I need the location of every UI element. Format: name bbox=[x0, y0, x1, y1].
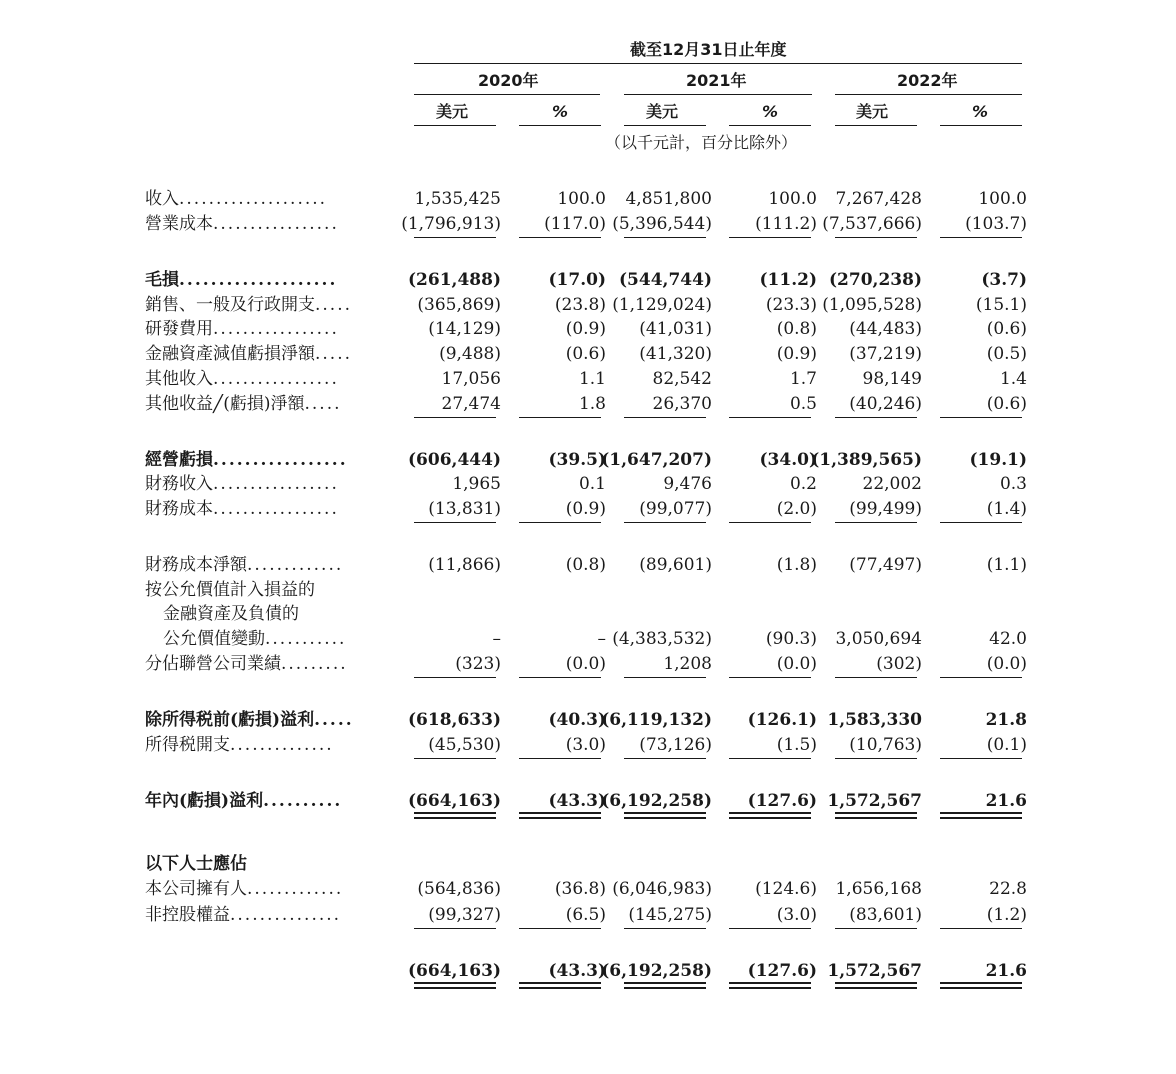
amount-cell: 1,572,567 bbox=[827, 961, 922, 981]
percent-cell: (11.2) bbox=[759, 270, 817, 290]
subtotal-rule bbox=[624, 237, 706, 238]
percent-cell: (43.3) bbox=[548, 961, 606, 981]
amount-cell: (302) bbox=[876, 654, 922, 674]
col-rule bbox=[835, 125, 917, 126]
percent-cell: (0.1) bbox=[986, 735, 1027, 755]
leader-dots: ........... bbox=[265, 629, 347, 649]
subtotal-rule bbox=[729, 522, 811, 523]
percent-cell: (17.0) bbox=[548, 270, 606, 290]
col-pct-header: % bbox=[762, 102, 779, 121]
row-label-fin-net bbox=[145, 555, 390, 575]
subtotal-rule bbox=[519, 237, 601, 238]
leader-dots: ............. bbox=[247, 555, 344, 575]
percent-cell: (90.3) bbox=[765, 629, 817, 649]
amount-cell: (37,219) bbox=[849, 344, 922, 364]
row-label-text: 營業成本 bbox=[145, 214, 213, 234]
percent-cell: (127.6) bbox=[747, 961, 817, 981]
subtotal-rule bbox=[835, 758, 917, 759]
amount-cell: 1,656,168 bbox=[835, 879, 922, 899]
row-label-text: 按公允價值計入損益的 bbox=[145, 580, 315, 600]
unit-note: （以千元計，百分比除外） bbox=[605, 133, 798, 152]
total-double-rule bbox=[519, 982, 601, 989]
subtotal-rule bbox=[414, 928, 496, 929]
amount-cell: (45,530) bbox=[428, 735, 501, 755]
amount-cell: (365,869) bbox=[417, 295, 501, 315]
percent-cell: (1.4) bbox=[986, 499, 1027, 519]
col-usd-header: 美元 bbox=[856, 102, 889, 121]
total-double-rule bbox=[940, 812, 1022, 819]
percent-cell: (40.3) bbox=[548, 710, 606, 730]
subtotal-rule bbox=[729, 677, 811, 678]
leader-dots: ................. bbox=[213, 369, 339, 389]
subtotal-rule bbox=[414, 677, 496, 678]
subtotal-rule bbox=[940, 522, 1022, 523]
percent-cell: (0.6) bbox=[986, 319, 1027, 339]
percent-cell: (103.7) bbox=[965, 214, 1027, 234]
subtotal-rule bbox=[835, 522, 917, 523]
row-label-cost bbox=[145, 214, 390, 234]
row-label-op-loss bbox=[145, 450, 390, 470]
total-double-rule bbox=[835, 812, 917, 819]
subtotal-rule bbox=[519, 677, 601, 678]
percent-cell: (1.1) bbox=[986, 555, 1027, 575]
percent-cell: (0.9) bbox=[565, 499, 606, 519]
row-label-fv-line1 bbox=[145, 580, 390, 600]
row-label-text: 財務成本 bbox=[145, 499, 213, 519]
percent-cell: 0.1 bbox=[578, 474, 606, 494]
amount-cell: (664,163) bbox=[408, 961, 501, 981]
amount-cell: 1,208 bbox=[663, 654, 712, 674]
row-label-text: 所得税開支 bbox=[145, 735, 230, 755]
percent-cell: (117.0) bbox=[544, 214, 606, 234]
amount-cell: (145,275) bbox=[628, 905, 712, 925]
subtotal-rule bbox=[624, 522, 706, 523]
amount-cell: (77,497) bbox=[849, 555, 922, 575]
row-label-tax bbox=[145, 735, 390, 755]
row-label-fv bbox=[163, 629, 390, 649]
leader-dots: ..... bbox=[315, 295, 353, 315]
year-2021-header: 2021年 bbox=[686, 71, 747, 90]
percent-cell: 0.3 bbox=[999, 474, 1027, 494]
amount-cell: – bbox=[492, 629, 501, 649]
leader-dots: ..... bbox=[304, 394, 342, 414]
total-double-rule bbox=[414, 812, 496, 819]
amount-cell: (664,163) bbox=[408, 791, 501, 811]
subtotal-rule bbox=[519, 928, 601, 929]
leader-dots: .................... bbox=[179, 270, 338, 290]
amount-cell: (1,389,565) bbox=[811, 450, 922, 470]
total-double-rule bbox=[729, 982, 811, 989]
col-usd-header: 美元 bbox=[436, 102, 469, 121]
percent-cell: (124.6) bbox=[755, 879, 817, 899]
subtotal-rule bbox=[835, 677, 917, 678]
amount-cell: (89,601) bbox=[639, 555, 712, 575]
subtotal-rule bbox=[414, 758, 496, 759]
subtotal-rule bbox=[940, 417, 1022, 418]
amount-cell: 27,474 bbox=[441, 394, 501, 414]
leader-dots: ..... bbox=[314, 710, 354, 730]
subtotal-rule bbox=[624, 677, 706, 678]
percent-cell: (111.2) bbox=[755, 214, 817, 234]
amount-cell: (6,119,132) bbox=[601, 710, 712, 730]
amount-cell: (73,126) bbox=[639, 735, 712, 755]
year-rule bbox=[835, 94, 1022, 95]
percent-cell: (23.8) bbox=[554, 295, 606, 315]
amount-cell: (9,488) bbox=[439, 344, 501, 364]
leader-dots: .............. bbox=[230, 735, 334, 755]
amount-cell: (11,866) bbox=[428, 555, 501, 575]
total-double-rule bbox=[624, 812, 706, 819]
row-label-assoc bbox=[145, 654, 390, 674]
row-label-fin-cost bbox=[145, 499, 390, 519]
amount-cell: (4,383,532) bbox=[612, 629, 712, 649]
amount-cell: 1,965 bbox=[452, 474, 501, 494]
row-label-impair bbox=[145, 344, 390, 364]
amount-cell: (544,744) bbox=[619, 270, 712, 290]
leader-dots: ............. bbox=[247, 879, 344, 899]
amount-cell: (1,095,528) bbox=[822, 295, 922, 315]
percent-cell: 1.8 bbox=[578, 394, 606, 414]
col-rule bbox=[414, 125, 496, 126]
row-label-revenue bbox=[145, 189, 390, 209]
col-usd-header: 美元 bbox=[646, 102, 679, 121]
percent-cell: (1.8) bbox=[776, 555, 817, 575]
subtotal-rule bbox=[519, 417, 601, 418]
row-label-other-income bbox=[145, 369, 390, 389]
col-rule bbox=[519, 125, 601, 126]
subtotal-rule bbox=[940, 928, 1022, 929]
percent-cell: (39.5) bbox=[548, 450, 606, 470]
percent-cell: (0.0) bbox=[986, 654, 1027, 674]
amount-cell: (41,031) bbox=[639, 319, 712, 339]
year-2022-header: 2022年 bbox=[897, 71, 958, 90]
amount-cell: 1,583,330 bbox=[827, 710, 922, 730]
percent-cell: (0.6) bbox=[565, 344, 606, 364]
percent-cell: 21.6 bbox=[985, 961, 1027, 981]
leader-dots: ......... bbox=[281, 654, 348, 674]
subtotal-rule bbox=[519, 522, 601, 523]
amount-cell: 82,542 bbox=[652, 369, 712, 389]
row-label-fv-line2 bbox=[163, 604, 390, 624]
percent-cell: (19.1) bbox=[969, 450, 1027, 470]
amount-cell: 22,002 bbox=[862, 474, 922, 494]
leader-dots: ..... bbox=[315, 344, 353, 364]
percent-cell: – bbox=[597, 629, 606, 649]
percent-cell: (2.0) bbox=[776, 499, 817, 519]
percent-cell: 100.0 bbox=[768, 189, 817, 209]
row-label-text: 銷售、一般及行政開支 bbox=[145, 295, 315, 315]
amount-cell: (5,396,544) bbox=[612, 214, 712, 234]
amount-cell: (83,601) bbox=[849, 905, 922, 925]
subtotal-rule bbox=[729, 237, 811, 238]
leader-dots: .................... bbox=[179, 189, 328, 209]
amount-cell: (99,499) bbox=[849, 499, 922, 519]
col-rule bbox=[729, 125, 811, 126]
subtotal-rule bbox=[414, 522, 496, 523]
amount-cell: (99,077) bbox=[639, 499, 712, 519]
row-label-text: 收入 bbox=[145, 189, 179, 209]
percent-cell: 1.4 bbox=[999, 369, 1027, 389]
total-double-rule bbox=[940, 982, 1022, 989]
percent-cell: 22.8 bbox=[989, 879, 1027, 899]
row-label-text: 年內(虧損)溢利 bbox=[145, 791, 264, 811]
percent-cell: (3.0) bbox=[776, 905, 817, 925]
subtotal-rule bbox=[624, 417, 706, 418]
leader-dots: ................. bbox=[213, 499, 339, 519]
amount-cell: (6,046,983) bbox=[612, 879, 712, 899]
row-label-gross bbox=[145, 270, 390, 290]
row-label-text: 分佔聯營公司業績 bbox=[145, 654, 281, 674]
year-rule bbox=[624, 94, 812, 95]
row-label-profit bbox=[145, 791, 390, 811]
subtotal-rule bbox=[940, 677, 1022, 678]
leader-dots: ............... bbox=[230, 905, 342, 925]
amount-cell: (13,831) bbox=[428, 499, 501, 519]
subtotal-rule bbox=[414, 237, 496, 238]
percent-cell: 100.0 bbox=[978, 189, 1027, 209]
amount-cell: (564,836) bbox=[417, 879, 501, 899]
row-label-nci bbox=[145, 905, 390, 925]
amount-cell: (270,238) bbox=[829, 270, 922, 290]
subtotal-rule bbox=[624, 758, 706, 759]
row-label-text: 毛損 bbox=[145, 270, 179, 290]
leader-dots: ................. bbox=[213, 450, 348, 470]
header-rule bbox=[414, 63, 1022, 64]
leader-dots: ................. bbox=[213, 319, 339, 339]
percent-cell: (0.5) bbox=[986, 344, 1027, 364]
row-label-text: 金融資產及負債的 bbox=[163, 604, 299, 624]
percent-cell: (0.9) bbox=[565, 319, 606, 339]
total-double-rule bbox=[835, 982, 917, 989]
percent-cell: (15.1) bbox=[975, 295, 1027, 315]
percent-cell: (43.3) bbox=[548, 791, 606, 811]
percent-cell: 1.7 bbox=[789, 369, 817, 389]
amount-cell: (1,129,024) bbox=[612, 295, 712, 315]
percent-cell: 0.5 bbox=[789, 394, 817, 414]
percent-cell: (6.5) bbox=[565, 905, 606, 925]
row-label-text: 以下人士應佔 bbox=[145, 854, 247, 874]
amount-cell: 26,370 bbox=[652, 394, 712, 414]
row-label-fin-income bbox=[145, 474, 390, 494]
percent-cell: 1.1 bbox=[578, 369, 606, 389]
col-rule bbox=[624, 125, 706, 126]
percent-cell: (0.8) bbox=[565, 555, 606, 575]
amount-cell: (40,246) bbox=[849, 394, 922, 414]
percent-cell: 21.6 bbox=[985, 791, 1027, 811]
row-label-text: 其他收入 bbox=[145, 369, 213, 389]
row-label-rnd bbox=[145, 319, 390, 339]
subtotal-rule bbox=[729, 417, 811, 418]
subtotal-rule bbox=[940, 758, 1022, 759]
percent-cell: (0.9) bbox=[776, 344, 817, 364]
row-label-text: 財務成本淨額 bbox=[145, 555, 247, 575]
year-2020-header: 2020年 bbox=[478, 71, 539, 90]
percent-cell: 42.0 bbox=[989, 629, 1027, 649]
subtotal-rule bbox=[835, 417, 917, 418]
col-pct-header: % bbox=[972, 102, 989, 121]
amount-cell: 17,056 bbox=[441, 369, 501, 389]
amount-cell: (6,192,258) bbox=[601, 961, 712, 981]
row-label-owners bbox=[145, 879, 390, 899]
row-label-attrib bbox=[145, 854, 390, 874]
amount-cell: 1,535,425 bbox=[414, 189, 501, 209]
row-label-text: 研發費用 bbox=[145, 319, 213, 339]
percent-cell: 100.0 bbox=[557, 189, 606, 209]
percent-cell: (126.1) bbox=[747, 710, 817, 730]
percent-cell: 0.2 bbox=[789, 474, 817, 494]
amount-cell: (99,327) bbox=[428, 905, 501, 925]
row-label-text: 金融資產減值虧損淨額 bbox=[145, 344, 315, 364]
row-label-pbt bbox=[145, 710, 390, 730]
period-header: 截至12月31日止年度 bbox=[630, 40, 787, 59]
amount-cell: (1,796,913) bbox=[401, 214, 501, 234]
col-rule bbox=[940, 125, 1022, 126]
percent-cell: (0.8) bbox=[776, 319, 817, 339]
percent-cell: (0.6) bbox=[986, 394, 1027, 414]
amount-cell: 4,851,800 bbox=[625, 189, 712, 209]
percent-cell: (34.0) bbox=[759, 450, 817, 470]
percent-cell: (1.5) bbox=[776, 735, 817, 755]
row-label-text: 其他收益╱(虧損)淨額 bbox=[145, 394, 305, 414]
total-double-rule bbox=[414, 982, 496, 989]
leader-dots: .......... bbox=[263, 791, 343, 811]
year-rule bbox=[414, 94, 600, 95]
subtotal-rule bbox=[835, 237, 917, 238]
amount-cell: (44,483) bbox=[849, 319, 922, 339]
leader-dots: ................. bbox=[213, 474, 339, 494]
percent-cell: 21.8 bbox=[985, 710, 1027, 730]
percent-cell: (36.8) bbox=[554, 879, 606, 899]
amount-cell: 3,050,694 bbox=[835, 629, 922, 649]
row-label-text: 公允價值變動 bbox=[163, 629, 265, 649]
subtotal-rule bbox=[624, 928, 706, 929]
amount-cell: (6,192,258) bbox=[601, 791, 712, 811]
percent-cell: (127.6) bbox=[747, 791, 817, 811]
total-double-rule bbox=[624, 982, 706, 989]
amount-cell: (606,444) bbox=[408, 450, 501, 470]
row-label-text: 本公司擁有人 bbox=[145, 879, 247, 899]
subtotal-rule bbox=[835, 928, 917, 929]
subtotal-rule bbox=[940, 237, 1022, 238]
percent-cell: (1.2) bbox=[986, 905, 1027, 925]
total-double-rule bbox=[519, 812, 601, 819]
row-label-text: 財務收入 bbox=[145, 474, 213, 494]
row-label-other-gains bbox=[145, 394, 390, 414]
percent-cell: (3.0) bbox=[565, 735, 606, 755]
amount-cell: (7,537,666) bbox=[822, 214, 922, 234]
subtotal-rule bbox=[414, 417, 496, 418]
amount-cell: (14,129) bbox=[428, 319, 501, 339]
row-label-text: 經營虧損 bbox=[145, 450, 213, 470]
row-label-text: 非控股權益 bbox=[145, 905, 230, 925]
amount-cell: 98,149 bbox=[862, 369, 922, 389]
amount-cell: (261,488) bbox=[408, 270, 501, 290]
row-label-sga bbox=[145, 295, 390, 315]
amount-cell: 7,267,428 bbox=[835, 189, 922, 209]
amount-cell: (1,647,207) bbox=[601, 450, 712, 470]
percent-cell: (3.7) bbox=[981, 270, 1027, 290]
subtotal-rule bbox=[519, 758, 601, 759]
amount-cell: 9,476 bbox=[663, 474, 712, 494]
row-label-text: 除所得税前(虧損)溢利 bbox=[145, 710, 315, 730]
subtotal-rule bbox=[729, 928, 811, 929]
amount-cell: (323) bbox=[455, 654, 501, 674]
total-double-rule bbox=[729, 812, 811, 819]
percent-cell: (23.3) bbox=[765, 295, 817, 315]
amount-cell: (618,633) bbox=[408, 710, 501, 730]
percent-cell: (0.0) bbox=[776, 654, 817, 674]
leader-dots: ................. bbox=[213, 214, 339, 234]
col-pct-header: % bbox=[552, 102, 569, 121]
subtotal-rule bbox=[729, 758, 811, 759]
percent-cell: (0.0) bbox=[565, 654, 606, 674]
amount-cell: (41,320) bbox=[639, 344, 712, 364]
amount-cell: 1,572,567 bbox=[827, 791, 922, 811]
amount-cell: (10,763) bbox=[849, 735, 922, 755]
